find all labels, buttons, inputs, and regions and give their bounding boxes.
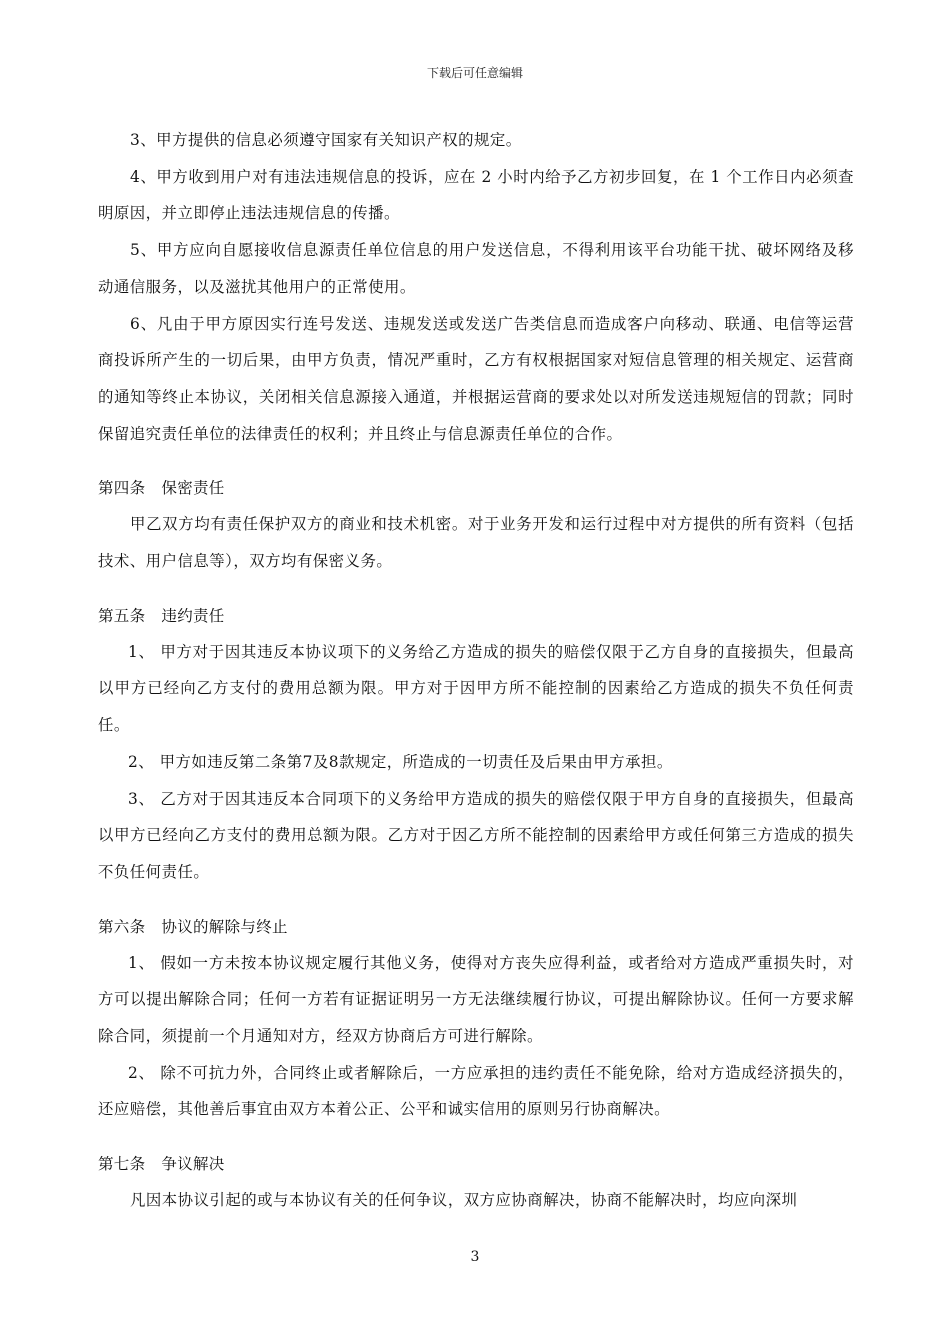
section-5-item-1: 1、 甲方对于因其违反本协议项下的义务给乙方造成的损失的赔偿仅限于乙方自身的直接损失，但最高以甲方已经向乙方支付的费用总额为限。甲方对于因甲方所不能控制的因素给乙方造成的损失不负任何责任。	[98, 642, 854, 735]
section-4-paragraph: 甲乙双方均有责任保护双方的商业和技术机密。对于业务开发和运行过程中对方提供的所有资料（包括技术、用户信息等），双方均有保密义务。	[98, 515, 854, 571]
section-6-item-1: 1、 假如一方未按本协议规定履行其他义务，使得对方丧失应得利益，或者给对方造成严重损失时，对方可以提出解除合同；任何一方若有证据证明另一方无法继续履行协议，可提出解除协议。任何一方要求解除合同，须提前一个月通知对方，经双方协商后方可进行解除。	[98, 953, 854, 1046]
section-7-number: 第七条	[98, 1155, 146, 1174]
clause-3-5: 5、甲方应向自愿接收信息源责任单位信息的用户发送信息，不得利用该平台功能干扰、破坏网络及移动通信服务，以及滋扰其他用户的正常使用。	[98, 241, 854, 296]
page-number: 3	[470, 1249, 480, 1265]
section-5-heading	[98, 598, 854, 634]
section-5-number: 第五条	[98, 606, 146, 625]
section-4-number: 第四条	[98, 479, 146, 498]
section-7-title: 争议解决	[161, 1155, 225, 1174]
clause-3-6: 6、凡由于甲方原因实行连号发送、违规发送或发送广告类信息而造成客户向移动、联通、电信等运营商投诉所产生的一切后果，由甲方负责，情况严重时，乙方有权根据国家对短信息管理的相关规定、运营商的通知等终止本协议，关闭相关信息源接入通道，并根据运营商的要求处以对所发送违规短信的罚款；同时保留追究责任单位的法律责任的权利；并且终止与信息源责任单位的合作。	[98, 314, 854, 443]
clause-3-4: 4、甲方收到用户对有违法违规信息的投诉，应在 2 小时内给予乙方初步回复，在 1 个工作日内必须查明原因，并立即停止违法违规信息的传播。	[98, 167, 854, 223]
section-5-title: 违约责任	[161, 606, 225, 625]
document-body	[98, 122, 854, 1219]
section-5-item-3: 3、 乙方对于因其违反本合同项下的义务给甲方造成的损失的赔偿仅限于甲方自身的直接损失，但最高以甲方已经向乙方支付的费用总额为限。乙方对于因乙方所不能控制的因素给甲方或任何第三方造成的损失不负任何责任。	[98, 789, 854, 881]
section-6-number: 第六条	[98, 917, 146, 936]
section-6-title: 协议的解除与终止	[161, 917, 288, 936]
section-6-item-2: 2、 除不可抗力外，合同终止或者解除后，一方应承担的违约责任不能免除，给对方造成经济损失的，还应赔偿，其他善后事宜由双方本着公正、公平和诚实信用的原则另行协商解决。	[98, 1063, 854, 1119]
clause-3-3: 3、甲方提供的信息必须遵守国家有关知识产权的规定。	[130, 131, 522, 149]
section-7-heading	[98, 1146, 854, 1182]
section-4-heading	[98, 470, 854, 506]
section-7-paragraph: 凡因本协议引起的或与本协议有关的任何争议，双方应协商解决，协商不能解决时，均应向深圳	[130, 1191, 798, 1210]
section-5-item-2: 2、 甲方如违反第二条第7及8款规定，所造成的一切责任及后果由甲方承担。	[128, 752, 673, 771]
page-header: 下载后可任意编辑	[426, 66, 523, 80]
section-6-heading	[98, 909, 854, 945]
section-4-title: 保密责任	[161, 479, 225, 498]
